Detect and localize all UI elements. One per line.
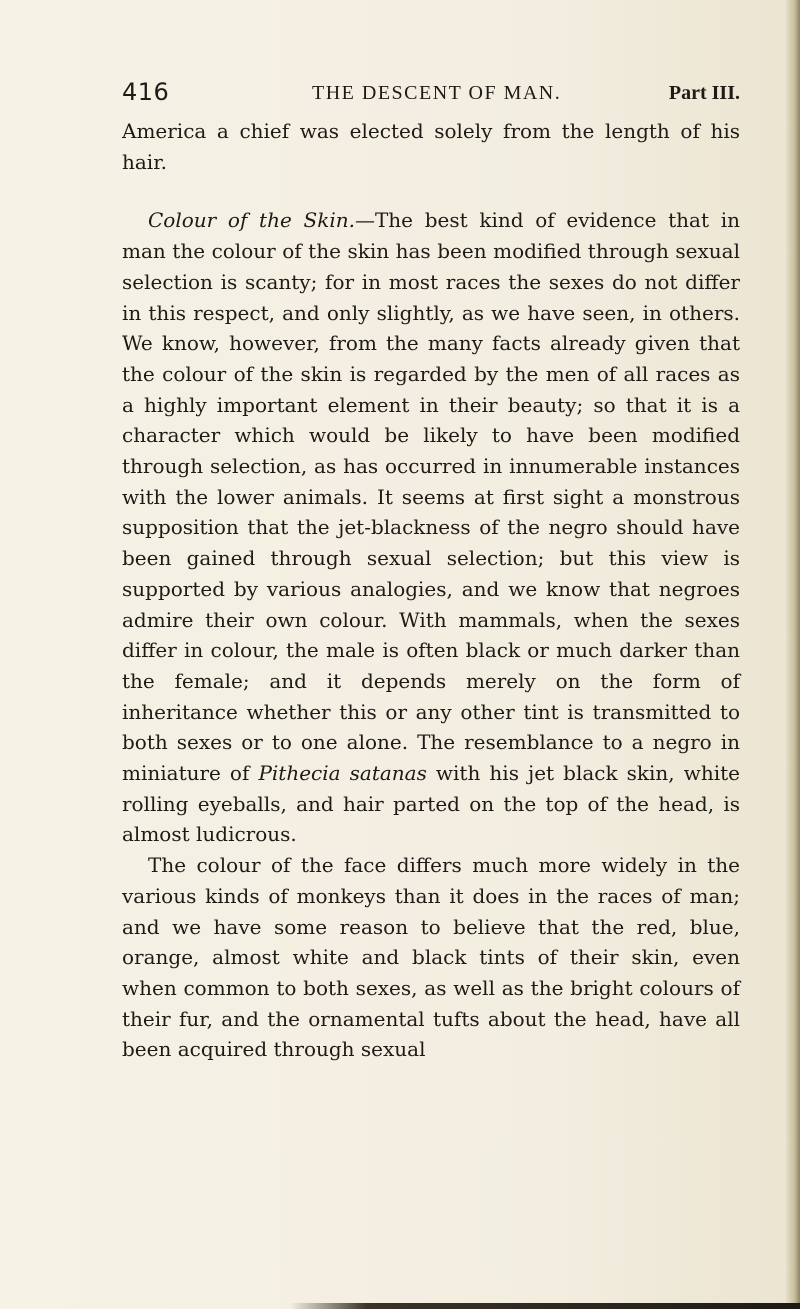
paragraph-text: with his jet black skin, white rolling eyeballs, and hair parted on the top of the head, is almost ludicrous. (122, 761, 740, 847)
paragraph-text: —The best kind of evidence that in man the colour of the skin has been modified through sexual selection is scanty; for in most races the sexes do not differ in this respect, and only slightly, as we have seen, in others. We know, however, from the many facts already given that the colour of the skin is regarded by the men of all races as a highly important element in their beauty; so that it is a character which would be likely to have been modified through selection, as has occurred in innumerable instances with the lower animals. It seems at first sight a monstrous supposition that the jet-blackness of the negro should have been gained through sexual selection; but this view is supported by various analogies, and we know that negroes admire their own colour. With mammals, when the sexes differ in colour, the male is often black or much darker than the female; and it depends merely on the form of inheritance whether this or any other tint is transmitted to both sexes or to one alone. The resemblance to a negro in miniature of (122, 208, 740, 786)
paragraph-gap (122, 177, 740, 205)
species-name: Pithecia satanas (258, 761, 427, 786)
page-edge (786, 0, 800, 1309)
page-bottom-shadow (290, 1303, 800, 1309)
page-header (122, 80, 740, 114)
section-heading: Colour of the Skin. (148, 208, 355, 233)
part-label: Part III. (668, 82, 740, 104)
paragraph-continued: America a chief was elected solely from the length of his hair. (122, 119, 740, 174)
paragraph-face-colour: The colour of the face differs much more widely in the various kinds of monkeys than it does in the races of man; and we have some reason to believe that the red, blue, orange, almost white and black tints of their skin, even when common to both sexes, as well as the bright colours of their fur, and the ornamental tufts about the head, have all been acquired through sexual (122, 853, 740, 1062)
running-title: THE DESCENT OF MAN. (312, 82, 562, 104)
body-text (122, 116, 740, 1065)
paragraph-colour-of-skin (122, 205, 740, 850)
page-number: 416 (122, 78, 170, 106)
